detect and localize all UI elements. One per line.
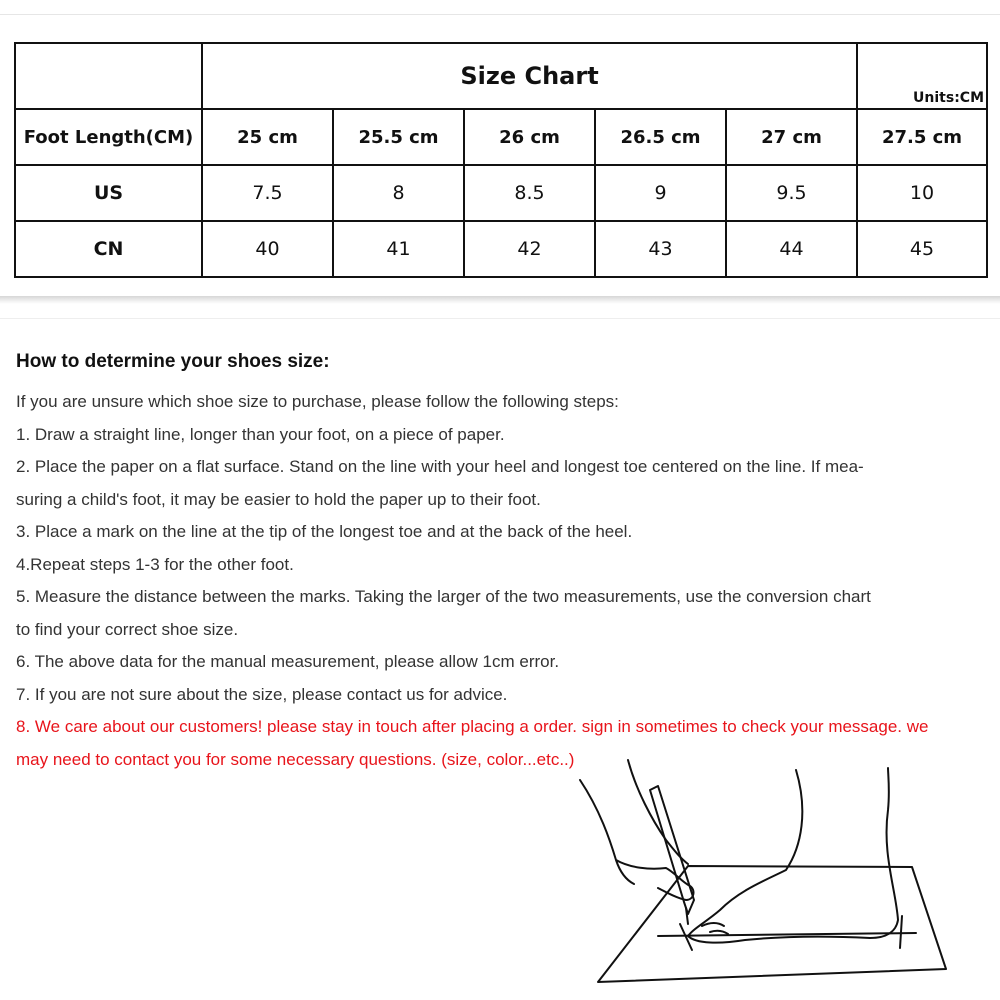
us-size-row: [15, 165, 987, 221]
toe-lines: [702, 923, 728, 934]
units-cell: [857, 43, 987, 109]
heel-mark: [900, 916, 902, 948]
customer-note: may need to contact you for some necessary questions. (size, color...etc..): [16, 749, 575, 769]
size-chart-table: [14, 42, 988, 278]
row-label-us: US: [15, 165, 202, 221]
cn-size-cell: 45: [857, 221, 987, 277]
foot-outline: [688, 768, 898, 943]
foot-length-cell: 27.5 cm: [857, 109, 987, 165]
us-size-cell: 8: [333, 165, 464, 221]
size-chart-title: Size Chart: [202, 43, 857, 109]
cn-size-cell: 43: [595, 221, 726, 277]
us-size-cell: 9.5: [726, 165, 857, 221]
us-size-cell: 9: [595, 165, 726, 221]
cn-size-cell: 42: [464, 221, 595, 277]
section-divider: [0, 296, 1000, 304]
row-label-foot-length: Foot Length(CM): [15, 109, 202, 165]
cn-size-row: [15, 221, 987, 277]
foot-length-cell: 27 cm: [726, 109, 857, 165]
guide-step: 4.Repeat steps 1-3 for the other foot.: [16, 554, 294, 574]
guide-heading: How to determine your shoes size:: [16, 351, 330, 372]
foot-length-row: [15, 109, 987, 165]
size-guide: [16, 348, 986, 776]
cn-size-cell: 40: [202, 221, 333, 277]
guide-step: 5. Measure the distance between the marks. Taking the larger of the two measurements, use the conversion chart: [16, 587, 871, 606]
guide-step: 1. Draw a straight line, longer than your foot, on a piece of paper.: [16, 424, 505, 444]
row-label-cn: CN: [15, 221, 202, 277]
arm-outline: [628, 760, 688, 864]
us-size-cell: 10: [857, 165, 987, 221]
customer-note: 8. We care about our customers! please stay in touch after placing a order. sign in sometimes to check your message. we: [16, 717, 929, 736]
guide-step: 2. Place the paper on a flat surface. Stand on the line with your heel and longest toe centered on the line. If mea-: [16, 457, 864, 476]
foot-length-cell: 26 cm: [464, 109, 595, 165]
us-size-cell: 8.5: [464, 165, 595, 221]
cn-size-cell: 41: [333, 221, 464, 277]
guide-step: suring a child's foot, it may be easier to hold the paper up to their foot.: [16, 489, 541, 509]
guide-step: 7. If you are not sure about the size, please contact us for advice.: [16, 684, 508, 704]
corner-cell: [15, 43, 202, 109]
guide-intro: If you are unsure which shoe size to purchase, please follow the following steps:: [16, 392, 619, 411]
section-divider-line: [0, 318, 1000, 319]
top-divider: [0, 14, 1000, 15]
guide-step: 3. Place a mark on the line at the tip of the longest toe and at the back of the heel.: [16, 522, 633, 541]
units-label: Units:CM: [913, 90, 985, 106]
us-size-cell: 7.5: [202, 165, 333, 221]
foot-length-cell: 26.5 cm: [595, 109, 726, 165]
paper-sheet: [598, 866, 946, 982]
cn-size-cell: 44: [726, 221, 857, 277]
foot-length-cell: 25 cm: [202, 109, 333, 165]
title-row: [15, 43, 987, 109]
foot-length-cell: 25.5 cm: [333, 109, 464, 165]
measure-line: [658, 933, 916, 936]
guide-step: to find your correct shoe size.: [16, 619, 239, 639]
foot-measuring-illustration: [570, 750, 970, 990]
guide-step: 6. The above data for the manual measurement, please allow 1cm error.: [16, 652, 560, 671]
